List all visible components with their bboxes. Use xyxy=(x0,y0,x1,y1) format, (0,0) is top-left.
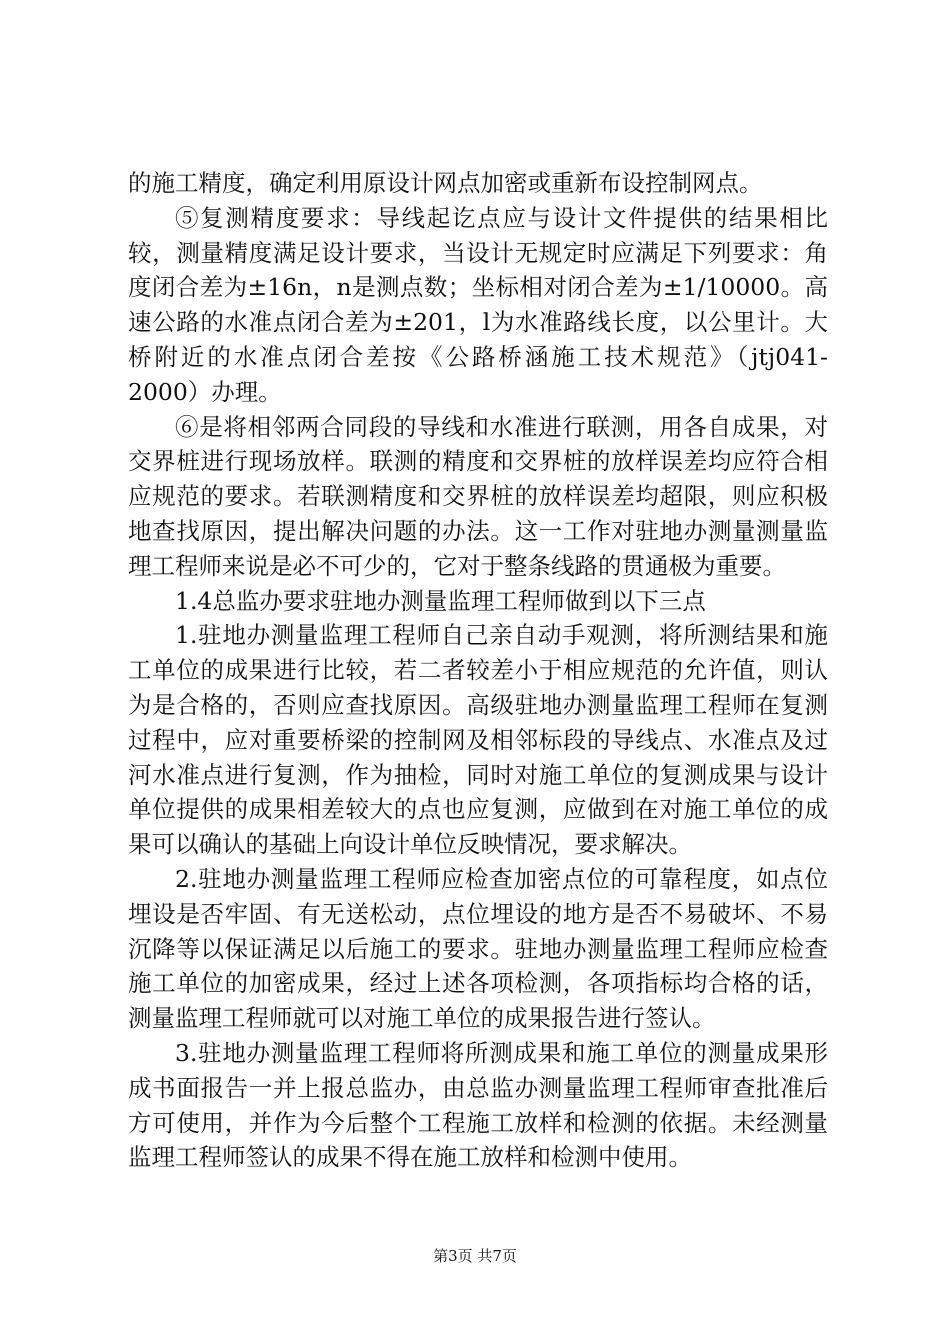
paragraph-item-2: 2.驻地办测量监理工程师应检查加密点位的可靠程度，如点位埋设是否牢固、有无送松动，点位埋设的地方是否不易破坏、不易沉降等以保证满足以后施工的要求。驻地办测量监理工程师应检查施工单位的加密成果，经过上述各项检测，各项指标均合格的话，测量监理工程师就可以对施工单位的成果报告进行签认。 xyxy=(128,864,828,1033)
paragraph-item-1: 1.驻地办测量监理工程师自己亲自动手观测，将所测结果和施工单位的成果进行比较，若二者较差小于相应规范的允许值，则认为是合格的，否则应查找原因。高级驻地办测量监理工程师在复测过程中，应对重要桥梁的控制网及相邻标段的导线点、水准点及过河水准点进行复测，作为抽检，同时对施工单位的复测成果与设计单位提供的成果相差较大的点也应复测，应做到在对施工单位的成果可以确认的基础上向设计单位反映情况，要求解决。 xyxy=(128,621,828,859)
paragraph-joint-survey: ⑥是将相邻两合同段的导线和水准进行联测，用各自成果，对交界桩进行现场放样。联测的精度和交界桩的放样误差均应符合相应规范的要求。若联测精度和交界桩的放样误差均超限，则应积极地查找原因，提出解决问题的办法。这一工作对驻地办测量测量监理工程师来说是必不可少的，它对于整条线路的贯通极为重要。 xyxy=(128,412,828,580)
page-footer: 第3页 共7页 xyxy=(433,1247,517,1265)
paragraph-continuation: 的施工精度，确定利用原设计网点加密或重新布设控制网点。 xyxy=(128,169,763,197)
paragraph-accuracy-requirements: ⑤复测精度要求：导线起讫点应与设计文件提供的结果相比较，测量精度满足设计要求，当设计无规定时应满足下列要求：角度闭合差为±16n，n是测点数；坐标相对闭合差为±1/10000。高速公路的水准点闭合差为±201，l为水准路线长度，以公里计。大桥附近的水准点闭合差按《公路桥涵施工技术规范》（jtj041-2000）办理。 xyxy=(128,203,828,406)
section-heading: 1.4总监办要求驻地办测量监理工程师做到以下三点 xyxy=(175,586,706,615)
document-body xyxy=(128,166,828,1175)
paragraph-item-3: 3.驻地办测量监理工程师将所测成果和施工单位的测量成果形成书面报告一并上报总监办，由总监办测量监理工程师审查批准后方可使用，并作为今后整个工程施工放样和检测的依据。未经测量监理工程师签认的成果不得在施工放样和检测中使用。 xyxy=(128,1038,828,1172)
